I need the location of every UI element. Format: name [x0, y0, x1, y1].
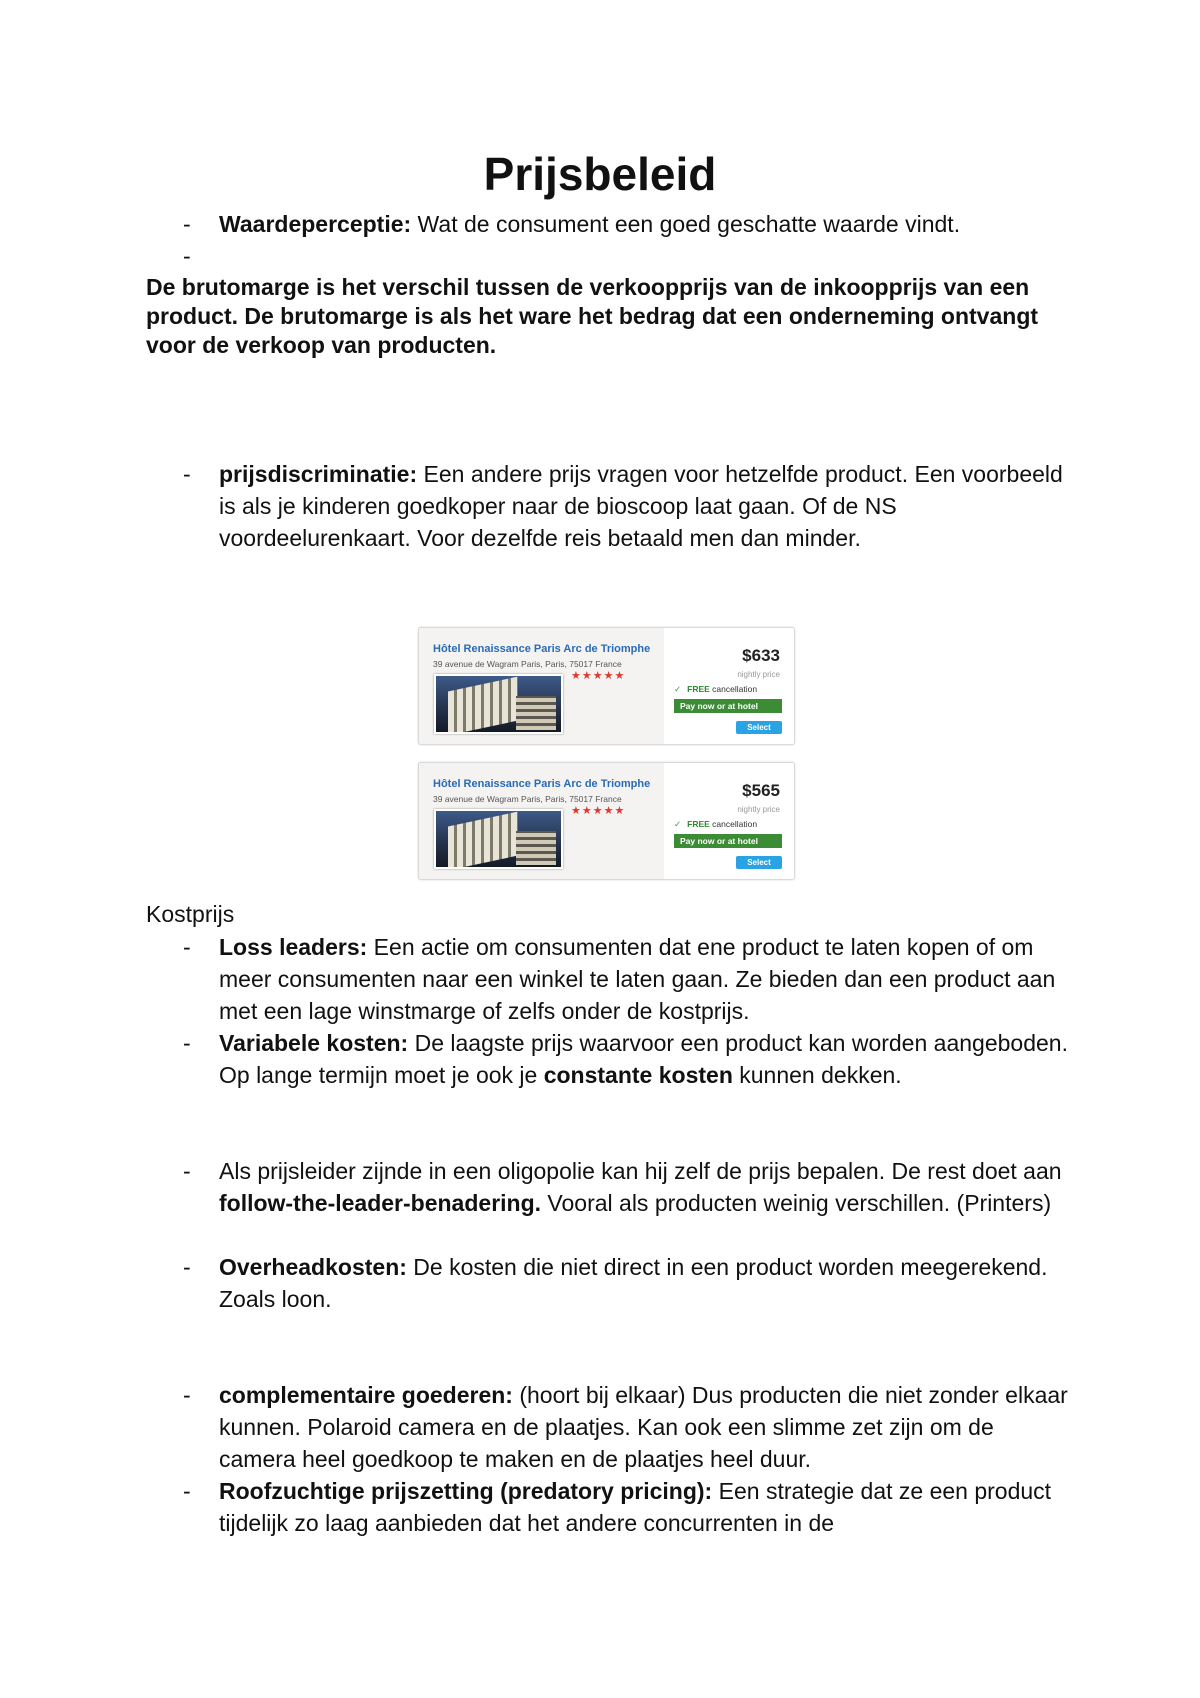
hotel-address: 39 avenue de Wagram Paris, Paris, 75017 France	[433, 794, 622, 804]
select-button[interactable]: Select	[736, 721, 782, 734]
list-item-text	[219, 458, 1069, 554]
list-item-text	[219, 1475, 1069, 1539]
term-description: (hoort bij elkaar) Dus producten die niet zonder elkaar kunnen. Polaroid camera en de plaatjes. Kan ook een slimme zet zijn om de camera heel goedkoop te maken en de plaatjes heel duur.	[219, 1382, 1068, 1472]
check-icon: ✓	[674, 819, 682, 829]
list-dash: -	[183, 934, 191, 960]
term-label: complementaire goederen:	[219, 1382, 513, 1408]
list-item-text	[219, 1251, 1069, 1315]
price-panel	[664, 763, 794, 879]
term-description: De kosten die niet direct in een product worden meegerekend. Zoals loon.	[219, 1254, 1048, 1312]
term-label: constante kosten	[543, 1062, 733, 1088]
term-description: Een andere prijs vragen voor hetzelfde product. Een voorbeeld is als je kinderen goedkoper naar de bioscoop laat gaan. Of de NS voordeelurenkaart. Voor dezelfde reis betaald men dan minder.	[219, 461, 1063, 551]
list-dash: -	[183, 243, 191, 269]
list-item-text: Als prijsleider zijnde in een oligopolie kan hij zelf de prijs bepalen. De rest doet aan follow-the-leader-benadering. Vooral als producten weinig verschillen. (Printers)	[219, 1158, 1062, 1216]
hotel-price: $565	[742, 781, 780, 800]
term-label: Variabele kosten:	[219, 1030, 409, 1056]
term-label: follow-the-leader-benadering.	[219, 1190, 542, 1216]
select-button[interactable]: Select	[736, 856, 782, 869]
free-cancellation: ✓ FREE cancellation	[674, 819, 758, 829]
list-item-text	[219, 1379, 1069, 1475]
hotel-card	[418, 762, 795, 880]
hotel-photo	[434, 674, 563, 734]
star-rating: ★★★★★	[571, 805, 626, 817]
term-label: Loss leaders:	[219, 934, 368, 960]
term-label: Roofzuchtige prijszetting (predatory pricing):	[219, 1478, 713, 1504]
list-dash: -	[183, 1254, 191, 1280]
term-description: Een strategie dat ze een product tijdelijk zo laag aanbieden dat het andere concurrenten in de	[219, 1478, 1052, 1536]
star-rating: ★★★★★	[571, 670, 626, 682]
free-cancellation: ✓ FREE cancellation	[674, 684, 758, 694]
pay-option-badge: Pay now or at hotel	[674, 834, 782, 848]
term-label: Overheadkosten:	[219, 1254, 407, 1280]
term-label: prijsdiscriminatie:	[219, 461, 418, 487]
price-note: nightly price	[737, 805, 780, 814]
section-heading-kostprijs: Kostprijs	[146, 901, 235, 927]
paragraph-brutomarge: De brutomarge is het verschil tussen de verkoopprijs van de inkoopprijs van een product. De brutomarge is als het ware het bedrag dat een onderneming ontvangt voor de verkoop van producten.	[146, 274, 1039, 358]
hotel-price: $633	[742, 646, 780, 665]
list-dash: -	[183, 461, 191, 487]
list-dash: -	[183, 211, 191, 237]
term-label: Waardeperceptie:	[219, 211, 412, 237]
list-dash: -	[183, 1382, 191, 1408]
list-dash: -	[183, 1478, 191, 1504]
page-title: Prijsbeleid	[483, 148, 717, 200]
term-description: Een actie om consumenten dat ene product te laten kopen of om meer consumenten naar een winkel te laten gaan. Ze bieden dan een product aan met een lage winstmarge of zelfs onder de kostprijs.	[219, 934, 1056, 1024]
price-panel	[664, 628, 794, 744]
list-item-text	[219, 208, 1069, 240]
check-icon: ✓	[674, 684, 682, 694]
hotel-name: Hôtel Renaissance Paris Arc de Triomphe	[433, 778, 651, 790]
list-dash: -	[183, 1030, 191, 1056]
list-item-text: Variabele kosten: De laagste prijs waarvoor een product kan worden aangeboden. Op lange termijn moet je ook je constante kosten kunnen dekken.	[219, 1030, 1068, 1088]
term-description: Wat de consument een goed geschatte waarde vindt.	[411, 211, 961, 237]
hotel-address: 39 avenue de Wagram Paris, Paris, 75017 France	[433, 659, 622, 669]
list-item-text	[219, 931, 1069, 1027]
hotel-photo	[434, 809, 563, 869]
list-dash: -	[183, 1158, 191, 1184]
hotel-card	[418, 627, 795, 745]
hotel-name: Hôtel Renaissance Paris Arc de Triomphe	[433, 643, 651, 655]
pay-option-badge: Pay now or at hotel	[674, 699, 782, 713]
price-note: nightly price	[737, 670, 780, 679]
